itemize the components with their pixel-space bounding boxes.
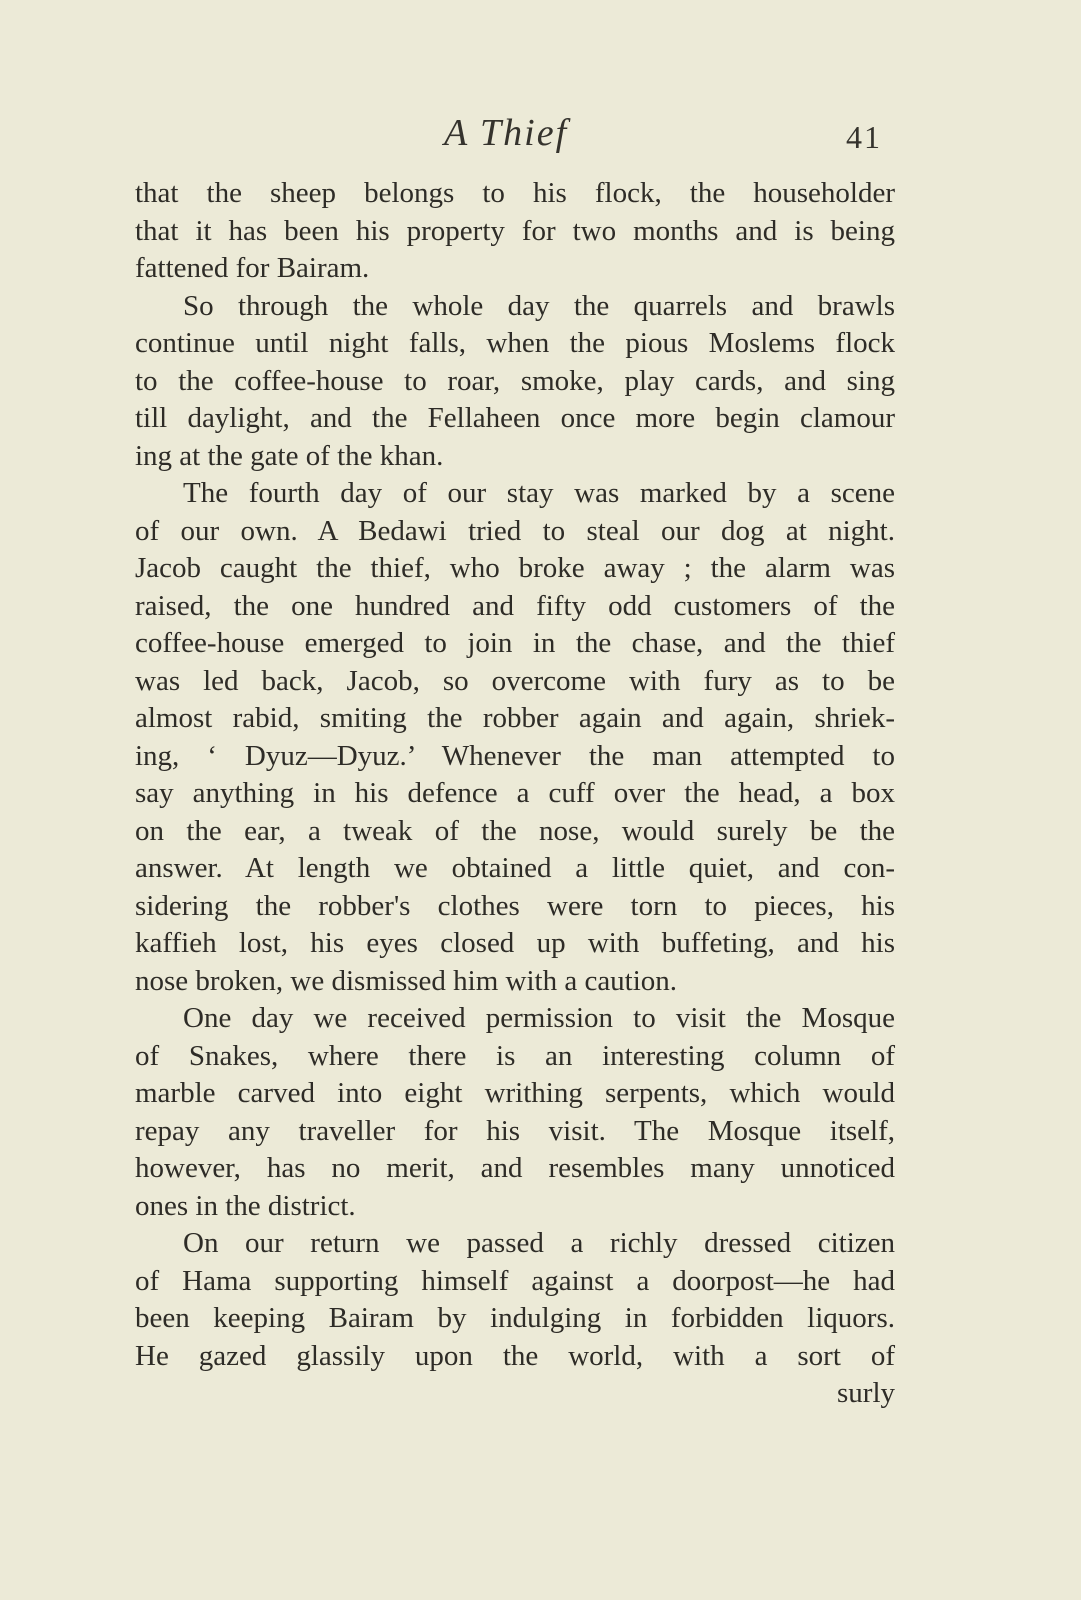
text-line: of Snakes, where there is an interesting column of bbox=[135, 1039, 895, 1072]
text-line: raised, the one hundred and fifty odd customers of the bbox=[135, 589, 895, 622]
text-line: marble carved into eight writhing serpents, which would bbox=[135, 1077, 895, 1109]
page-number: 41 bbox=[846, 119, 882, 155]
text-line: that it has been his property for two months and is being bbox=[135, 214, 895, 247]
text-line: ing, ‘ Dyuz—Dyuz.’ Whenever the man attempted to bbox=[135, 739, 895, 772]
paragraph-start-line: The fourth day of our stay was marked by a scene bbox=[183, 477, 895, 509]
catchword: surly bbox=[837, 1377, 895, 1409]
text-line: ing at the gate of the khan. bbox=[135, 439, 444, 472]
text-line: sidering the robber's clothes were torn to pieces, his bbox=[135, 889, 895, 922]
text-line: almost rabid, smiting the robber again and again, shriek- bbox=[135, 702, 895, 734]
text-line: that the sheep belongs to his flock, the householder bbox=[135, 177, 895, 209]
text-line: He gazed glassily upon the world, with a sort of bbox=[135, 1339, 895, 1372]
text-line: coffee-house emerged to join in the chase, and the thief bbox=[135, 627, 895, 659]
text-line: however, has no merit, and resembles many unnoticed bbox=[135, 1152, 895, 1184]
text-line: say anything in his defence a cuff over the head, a box bbox=[135, 777, 895, 809]
body-text bbox=[135, 175, 895, 1413]
text-line: kaffieh lost, his eyes closed up with buffeting, and his bbox=[135, 927, 895, 959]
text-line: fattened for Bairam. bbox=[135, 252, 370, 284]
paragraph-start-line: On our return we passed a richly dressed citizen bbox=[183, 1227, 895, 1259]
text-line: of our own. A Bedawi tried to steal our dog at night. bbox=[135, 514, 895, 547]
text-line: ones in the district. bbox=[135, 1189, 356, 1222]
text-line: answer. At length we obtained a little quiet, and con- bbox=[135, 852, 895, 884]
text-line: repay any traveller for his visit. The Mosque itself, bbox=[135, 1114, 895, 1147]
text-line: continue until night falls, when the pious Moslems flock bbox=[135, 327, 895, 359]
paragraph-start-line: One day we received permission to visit the Mosque bbox=[183, 1002, 895, 1034]
running-head bbox=[0, 108, 1081, 158]
text-line: on the ear, a tweak of the nose, would surely be the bbox=[135, 814, 895, 847]
text-line: till daylight, and the Fellaheen once more begin clamour bbox=[135, 402, 895, 434]
paragraph-start-line: So through the whole day the quarrels and brawls bbox=[183, 289, 895, 322]
running-title: A Thief bbox=[444, 112, 569, 154]
text-line: of Hama supporting himself against a doorpost—he had bbox=[135, 1264, 895, 1297]
text-line: Jacob caught the thief, who broke away ; the alarm was bbox=[135, 552, 895, 584]
text-line: was led back, Jacob, so overcome with fury as to be bbox=[135, 664, 895, 697]
text-line: to the coffee-house to roar, smoke, play cards, and sing bbox=[135, 364, 895, 397]
text-line: nose broken, we dismissed him with a caution. bbox=[135, 964, 678, 997]
text-line: been keeping Bairam by indulging in forbidden liquors. bbox=[135, 1302, 895, 1334]
